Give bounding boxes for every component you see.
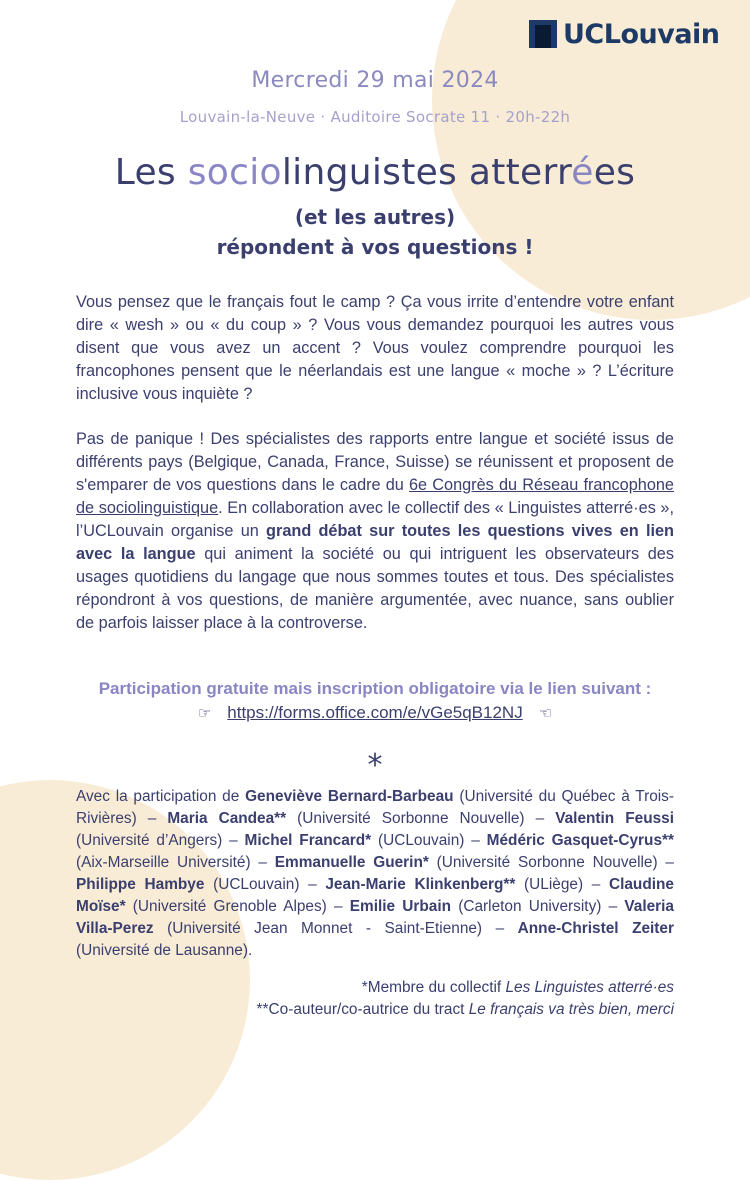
- participant-affiliation: (Université Sorbonne Nouvelle): [428, 854, 658, 871]
- participant-affiliation: (Carleton University): [451, 898, 602, 915]
- event-place: Louvain-la-Neuve · Auditoire Socrate 11 · 20h-22h: [179, 108, 571, 126]
- participant-name: Médéric Gasquet-Cyrus**: [486, 832, 674, 849]
- participant-name: Maria Candea**: [167, 810, 287, 827]
- participant-name: Michel Francard*: [244, 832, 372, 849]
- registration-link[interactable]: https://forms.office.com/e/vGe5qB12NJ: [227, 703, 523, 722]
- participant-name: Emmanuelle Guerin*: [274, 854, 429, 871]
- subtitle-line-2: répondent à vos questions !: [216, 235, 534, 259]
- participant-affiliation: (Université Jean Monnet - Saint-Etienne): [153, 920, 483, 937]
- participants-paragraph: Avec la participation de Geneviève Bernard-Barbeau (Université du Québec à Trois-Rivières) – Maria Candea** (Université Sorbonne Nouvelle) – Valentin Feussi (Université d’Angers) – Michel Francard* (UCLouvain) – Médéric Gasquet-Cyrus** (Aix-Marseille Université) – Emmanuelle Guerin* (Université Sorbonne Nouvelle) – Philippe Hambye (UCLouvain) – Jean-Marie Klinkenberg** (ULiège) – Claudine Moïse* (Université Grenoble Alpes) – Emilie Urbain (Carleton University) – Valeria Villa-Perez (Université Jean Monnet - Saint-Etienne) – Anne-Christel Zeiter (Université de Lausanne).: [76, 788, 674, 959]
- participant-affiliation: (Université de Lausanne): [76, 942, 248, 959]
- event-date: Mercredi 29 mai 2024: [251, 68, 499, 93]
- participant-affiliation: (UCLouvain): [371, 832, 465, 849]
- logo-text: UCLouvain: [563, 18, 720, 50]
- uclouvain-logo: [529, 18, 720, 50]
- footnote-2: **Co-auteur/co-autrice du tract Le français va très bien, merci: [256, 1001, 674, 1018]
- participant-affiliation: (ULiège): [515, 876, 584, 893]
- pointing-hand-right-icon: ☞: [197, 705, 212, 722]
- description-paragraph: Pas de panique ! Des spécialistes des rapports entre langue et société issus de différents pays (Belgique, Canada, France, Suisse) se réunissent et proposent de s'emparer de vos questions dans le cadre du 6e Congrès du Réseau francophone de sociolinguistique. En collaboration avec le collectif des « Linguistes atterré·es », l’UCLouvain organise un grand débat sur toutes les questions vives en lien avec la langue qui animent la société ou qui intriguent les observateurs des usages quotidiens du langage que nous sommes toutes et tous. Des spécialistes répondront à vos questions, de manière argumentée, avec nuance, sans oublier de parfois laisser place à la controverse.: [76, 430, 674, 632]
- participant-name: Jean-Marie Klinkenberg**: [325, 876, 516, 893]
- participant-name: Philippe Hambye: [76, 876, 205, 893]
- participant-affiliation: (UCLouvain): [204, 876, 300, 893]
- footnotes: [76, 977, 674, 1021]
- registration-link-line: [0, 703, 750, 723]
- footnote-1: *Membre du collectif Les Linguistes atterré·es: [361, 979, 674, 996]
- participant-affiliation: (Université d’Angers): [76, 832, 223, 849]
- participant-name: Valeria Villa-Perez: [76, 898, 674, 937]
- registration-label: Participation gratuite mais inscription obligatoire via le lien suivant :: [98, 679, 652, 698]
- pointing-hand-left-icon: ☜: [538, 705, 553, 722]
- subtitle-line-1: (et les autres): [294, 205, 456, 229]
- participant-affiliation: (Université du Québec à Trois-Rivières): [76, 788, 674, 827]
- page-subtitle: [0, 202, 750, 262]
- participant-name: Valentin Feussi: [555, 810, 674, 827]
- page-title: Les sociolinguistes atterrées: [114, 152, 636, 193]
- section-separator: *: [367, 748, 383, 783]
- participant-name: Emilie Urbain: [349, 898, 452, 915]
- participant-name: Geneviève Bernard-Barbeau: [245, 788, 454, 805]
- participant-name: Anne-Christel Zeiter: [517, 920, 674, 937]
- intro-paragraph: Vous pensez que le français fout le camp ? Ça vous irrite d’entendre votre enfant dire « wesh » ou « du coup » ? Vous vous demandez pourquoi les autres vous disent que vous avez un accent ? Vous voulez comprendre pourquoi les francophones pensent que le néerlandais est une langue « moche » ? L’écriture inclusive vous inquiète ?: [76, 293, 674, 403]
- participant-name: Claudine Moïse*: [76, 876, 674, 915]
- congress-link[interactable]: 6e Congrès du Réseau francophone de sociolinguistique: [76, 476, 674, 517]
- participants-list: Geneviève Bernard-Barbeau (Université du Québec à Trois-Rivières) – Maria Candea** (Université Sorbonne Nouvelle) – Valentin Feussi (Université d’Angers) – Michel Francard* (UCLouvain) – Médéric Gasquet-Cyrus** (Aix-Marseille Université) – Emmanuelle Guerin* (Université Sorbonne Nouvelle) – Philippe Hambye (UCLouvain) – Jean-Marie Klinkenberg** (ULiège) – Claudine Moïse* (Université Grenoble Alpes) – Emilie Urbain (Carleton University) – Valeria Villa-Perez (Université Jean Monnet - Saint-Etienne) – Anne-Christel Zeiter (Université de Lausanne).: [76, 788, 674, 959]
- logo-mark-icon: [529, 20, 557, 48]
- participant-affiliation: (Université Sorbonne Nouvelle): [286, 810, 525, 827]
- participant-affiliation: (Aix-Marseille Université): [76, 854, 251, 871]
- participant-affiliation: (Université Grenoble Alpes): [125, 898, 327, 915]
